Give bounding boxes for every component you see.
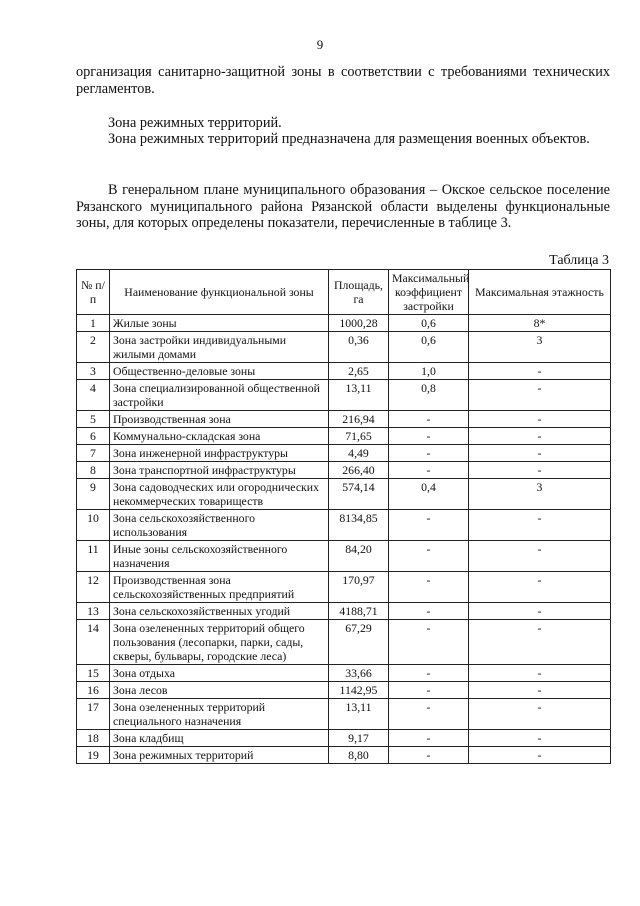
cell-num: 19 (77, 747, 110, 764)
table-row (77, 462, 611, 479)
cell-zone-name: Зона садоводческих или огороднических некоммерческих товариществ (110, 479, 329, 510)
table-row (77, 332, 611, 363)
functional-zones-table (76, 269, 611, 764)
header-num: № п/п (77, 270, 110, 315)
cell-num: 7 (77, 445, 110, 462)
cell-area: 71,65 (329, 428, 389, 445)
cell-num: 3 (77, 363, 110, 380)
cell-coef: - (389, 510, 469, 541)
page-number: 9 (316, 37, 324, 52)
cell-coef: - (389, 665, 469, 682)
cell-coef: 0,8 (389, 380, 469, 411)
cell-area: 574,14 (329, 479, 389, 510)
cell-zone-name: Зона режимных территорий (110, 747, 329, 764)
cell-area: 4188,71 (329, 603, 389, 620)
cell-zone-name: Зона транспортной инфраструктуры (110, 462, 329, 479)
cell-zone-name: Зона озелененных территорий специального назначения (110, 699, 329, 730)
table-row (77, 315, 611, 332)
cell-floors: - (469, 380, 611, 411)
table-row (77, 682, 611, 699)
cell-zone-name: Зона сельскохозяйственного использования (110, 510, 329, 541)
table-header-row (77, 270, 611, 315)
cell-area: 0,36 (329, 332, 389, 363)
cell-area: 13,11 (329, 699, 389, 730)
paragraph-general-plan: В генеральном плане муниципального образования – Окское сельское поселение Рязанского муниципального района Рязанской области выделены функциональные зоны, для которых определены показатели, перечисленные в таблице 3. (76, 182, 610, 231)
cell-zone-name: Зона сельскохозяйственных угодий (110, 603, 329, 620)
table-row (77, 541, 611, 572)
cell-num: 4 (77, 380, 110, 411)
table-row (77, 699, 611, 730)
cell-zone-name: Зона кладбищ (110, 730, 329, 747)
cell-coef: - (389, 541, 469, 572)
cell-num: 13 (77, 603, 110, 620)
cell-coef: - (389, 682, 469, 699)
cell-area: 8,80 (329, 747, 389, 764)
paragraph-regime-zone-heading: Зона режимных территорий. (108, 115, 282, 131)
cell-area: 1000,28 (329, 315, 389, 332)
table-row (77, 428, 611, 445)
cell-zone-name: Иные зоны сельскохозяйственного назначения (110, 541, 329, 572)
cell-floors: - (469, 730, 611, 747)
cell-floors: - (469, 699, 611, 730)
cell-floors: - (469, 363, 611, 380)
cell-coef: - (389, 572, 469, 603)
header-coef: Максимальный коэффициент застройки (389, 270, 469, 315)
table-row (77, 747, 611, 764)
cell-zone-name: Жилые зоны (110, 315, 329, 332)
cell-area: 216,94 (329, 411, 389, 428)
cell-num: 6 (77, 428, 110, 445)
cell-area: 266,40 (329, 462, 389, 479)
cell-zone-name: Коммунально-складская зона (110, 428, 329, 445)
cell-zone-name: Зона лесов (110, 682, 329, 699)
cell-coef: - (389, 411, 469, 428)
cell-num: 2 (77, 332, 110, 363)
cell-coef: 0,6 (389, 315, 469, 332)
cell-zone-name: Производственная зона сельскохозяйственных предприятий (110, 572, 329, 603)
table-caption: Таблица 3 (549, 253, 609, 268)
cell-floors: - (469, 603, 611, 620)
cell-coef: - (389, 445, 469, 462)
cell-floors: - (469, 665, 611, 682)
cell-num: 12 (77, 572, 110, 603)
cell-coef: 0,6 (389, 332, 469, 363)
cell-area: 84,20 (329, 541, 389, 572)
table-row (77, 603, 611, 620)
header-area: Площадь, га (329, 270, 389, 315)
cell-coef: - (389, 699, 469, 730)
table-row (77, 363, 611, 380)
cell-floors: - (469, 510, 611, 541)
cell-zone-name: Зона застройки индивидуальными жилыми домами (110, 332, 329, 363)
cell-area: 8134,85 (329, 510, 389, 541)
cell-num: 9 (77, 479, 110, 510)
table-row (77, 445, 611, 462)
cell-coef: - (389, 428, 469, 445)
cell-zone-name: Зона отдыха (110, 665, 329, 682)
cell-num: 14 (77, 620, 110, 665)
paragraph-regime-zone-purpose: Зона режимных территорий предназначена для размещения военных объектов. (108, 131, 590, 147)
cell-area: 13,11 (329, 380, 389, 411)
cell-num: 1 (77, 315, 110, 332)
cell-num: 10 (77, 510, 110, 541)
cell-floors: 3 (469, 479, 611, 510)
cell-zone-name: Зона инженерной инфраструктуры (110, 445, 329, 462)
table-row (77, 572, 611, 603)
header-name: Наименование функциональной зоны (110, 270, 329, 315)
cell-floors: - (469, 428, 611, 445)
cell-num: 16 (77, 682, 110, 699)
table-row (77, 730, 611, 747)
cell-area: 2,65 (329, 363, 389, 380)
cell-area: 1142,95 (329, 682, 389, 699)
cell-floors: - (469, 411, 611, 428)
table-row (77, 665, 611, 682)
cell-floors: - (469, 682, 611, 699)
table-row (77, 411, 611, 428)
cell-floors: - (469, 462, 611, 479)
cell-zone-name: Зона специализированной общественной застройки (110, 380, 329, 411)
cell-area: 4,49 (329, 445, 389, 462)
cell-floors: - (469, 541, 611, 572)
table-row (77, 510, 611, 541)
cell-area: 67,29 (329, 620, 389, 665)
cell-floors: - (469, 445, 611, 462)
table-row (77, 380, 611, 411)
table-body (77, 315, 611, 764)
cell-floors: - (469, 747, 611, 764)
cell-floors: - (469, 620, 611, 665)
cell-floors: - (469, 572, 611, 603)
cell-coef: - (389, 603, 469, 620)
cell-num: 5 (77, 411, 110, 428)
cell-coef: - (389, 462, 469, 479)
cell-coef: 1,0 (389, 363, 469, 380)
cell-floors: 3 (469, 332, 611, 363)
cell-num: 8 (77, 462, 110, 479)
cell-floors: 8* (469, 315, 611, 332)
cell-coef: - (389, 747, 469, 764)
header-floors: Максимальная этажность (469, 270, 611, 315)
cell-coef: - (389, 730, 469, 747)
cell-zone-name: Зона озелененных территорий общего пользования (лесопарки, парки, сады, скверы, бульвары, городские леса) (110, 620, 329, 665)
cell-area: 9,17 (329, 730, 389, 747)
cell-coef: 0,4 (389, 479, 469, 510)
cell-coef: - (389, 620, 469, 665)
cell-zone-name: Производственная зона (110, 411, 329, 428)
cell-zone-name: Общественно-деловые зоны (110, 363, 329, 380)
cell-area: 170,97 (329, 572, 389, 603)
table-row (77, 620, 611, 665)
cell-num: 15 (77, 665, 110, 682)
cell-num: 11 (77, 541, 110, 572)
cell-area: 33,66 (329, 665, 389, 682)
table-row (77, 479, 611, 510)
cell-num: 18 (77, 730, 110, 747)
paragraph-sanitary-zone: организация санитарно-защитной зоны в соответствии с требованиями технических регламентов. (76, 64, 610, 97)
cell-num: 17 (77, 699, 110, 730)
